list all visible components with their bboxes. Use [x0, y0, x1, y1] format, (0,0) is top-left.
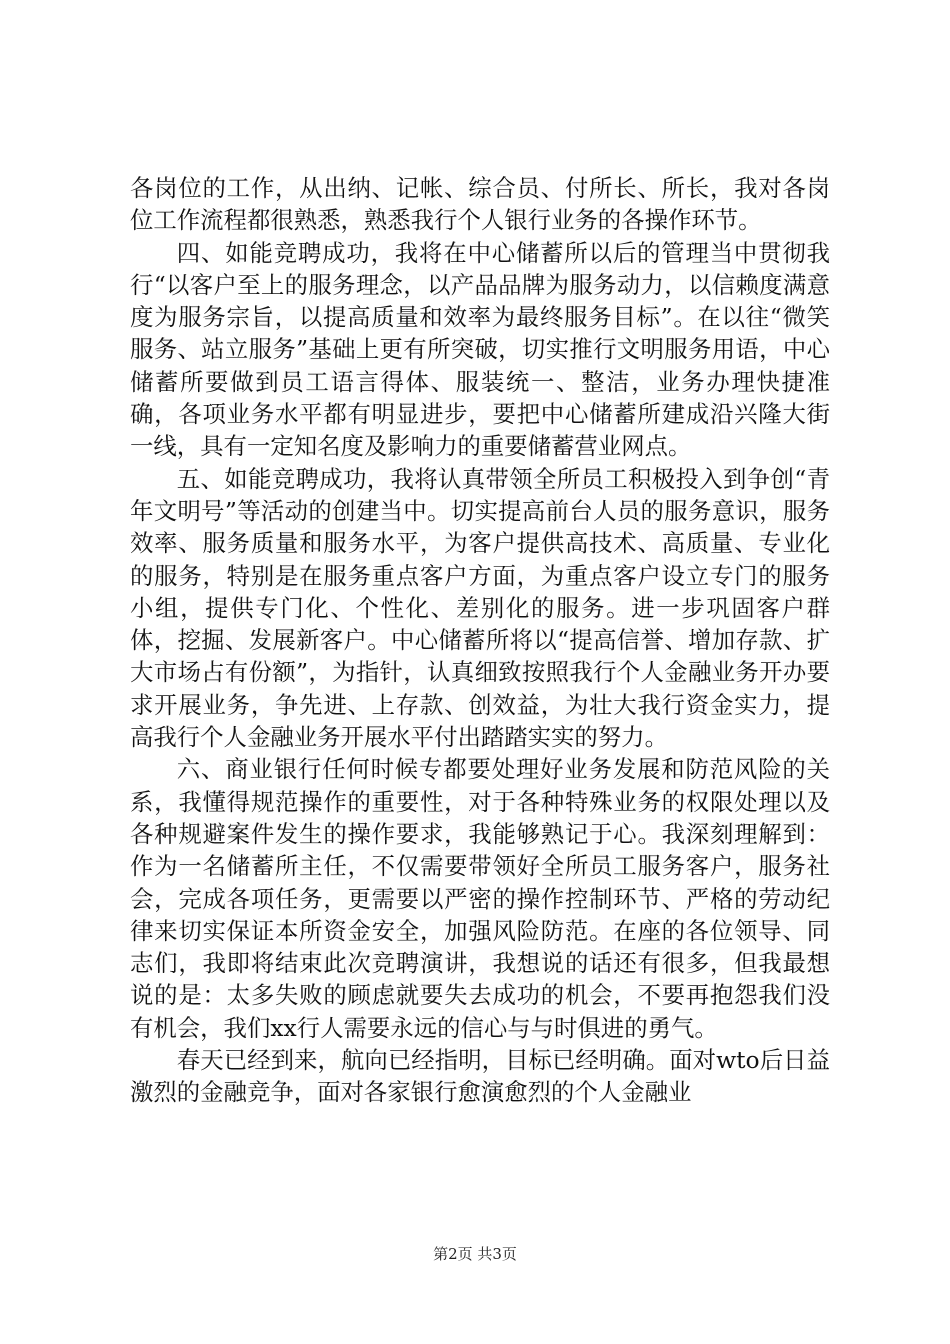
paragraph-four: 四、如能竞聘成功，我将在中心储蓄所以后的管理当中贯彻我行“以客户至上的服务理念，以产品品牌为服务动力，以信赖度满意度为服务宗旨，以提高质量和效率为最终服务目标”。在以往“微笑服务、站立服务”基础上更有所突破，切实推行文明服务用语，中心储蓄所要做到员工语言得体、服装统一、整洁，业务办理快捷准确，各项业务水平都有明显进步，要把中心储蓄所建成沿兴隆大街一线，具有一定知名度及影响力的重要储蓄营业网点。 [130, 238, 830, 461]
document-body [130, 172, 830, 1109]
paragraph-six: 六、商业银行任何时候专都要处理好业务发展和防范风险的关系，我懂得规范操作的重要性，对于各种特殊业务的权限处理以及各种规避案件发生的操作要求，我能够熟记于心。我深刻理解到：作为一名储蓄所主任，不仅需要带领好全所员工服务客户，服务社会，完成各项任务，更需要以严密的操作控制环节、严格的劳动纪律来切实保证本所资金安全，加强风险防范。在座的各位领导、同志们，我即将结束此次竞聘演讲，我想说的话还有很多，但我最想说的是：太多失败的顾虑就要失去成功的机会，不要再抱怨我们没有机会，我们xx行人需要永远的信心与与时俱进的勇气。 [130, 755, 830, 1042]
paragraph-five: 五、如能竞聘成功，我将认真带领全所员工积极投入到争创“青年文明号”等活动的创建当中。切实提高前台人员的服务意识，服务效率、服务质量和服务水平，为客户提供高技术、高质量、专业化的服务，特别是在服务重点客户方面，为重点客户设立专门的服务小组，提供专门化、个性化、差别化的服务。进一步巩固客户群体，挖掘、发展新客户。中心储蓄所将以“提高信誉、增加存款、扩大市场占有份额”，为指针，认真细致按照我行个人金融业务开办要求开展业务，争先进、上存款、创效益，为壮大我行资金实力，提高我行个人金融业务开展水平付出踏踏实实的努力。 [130, 464, 830, 752]
paragraph-continuation: 各岗位的工作，从出纳、记帐、综合员、付所长、所长，我对各岗位工作流程都很熟悉，熟悉我行个人银行业务的各操作环节。 [130, 174, 830, 235]
paragraph-closing: 春天已经到来，航向已经指明，目标已经明确。面对wto后日益激烈的金融竞争，面对各家银行愈演愈烈的个人金融业 [130, 1046, 830, 1107]
page-number-footer: 第2页 共3页 [433, 1245, 517, 1263]
